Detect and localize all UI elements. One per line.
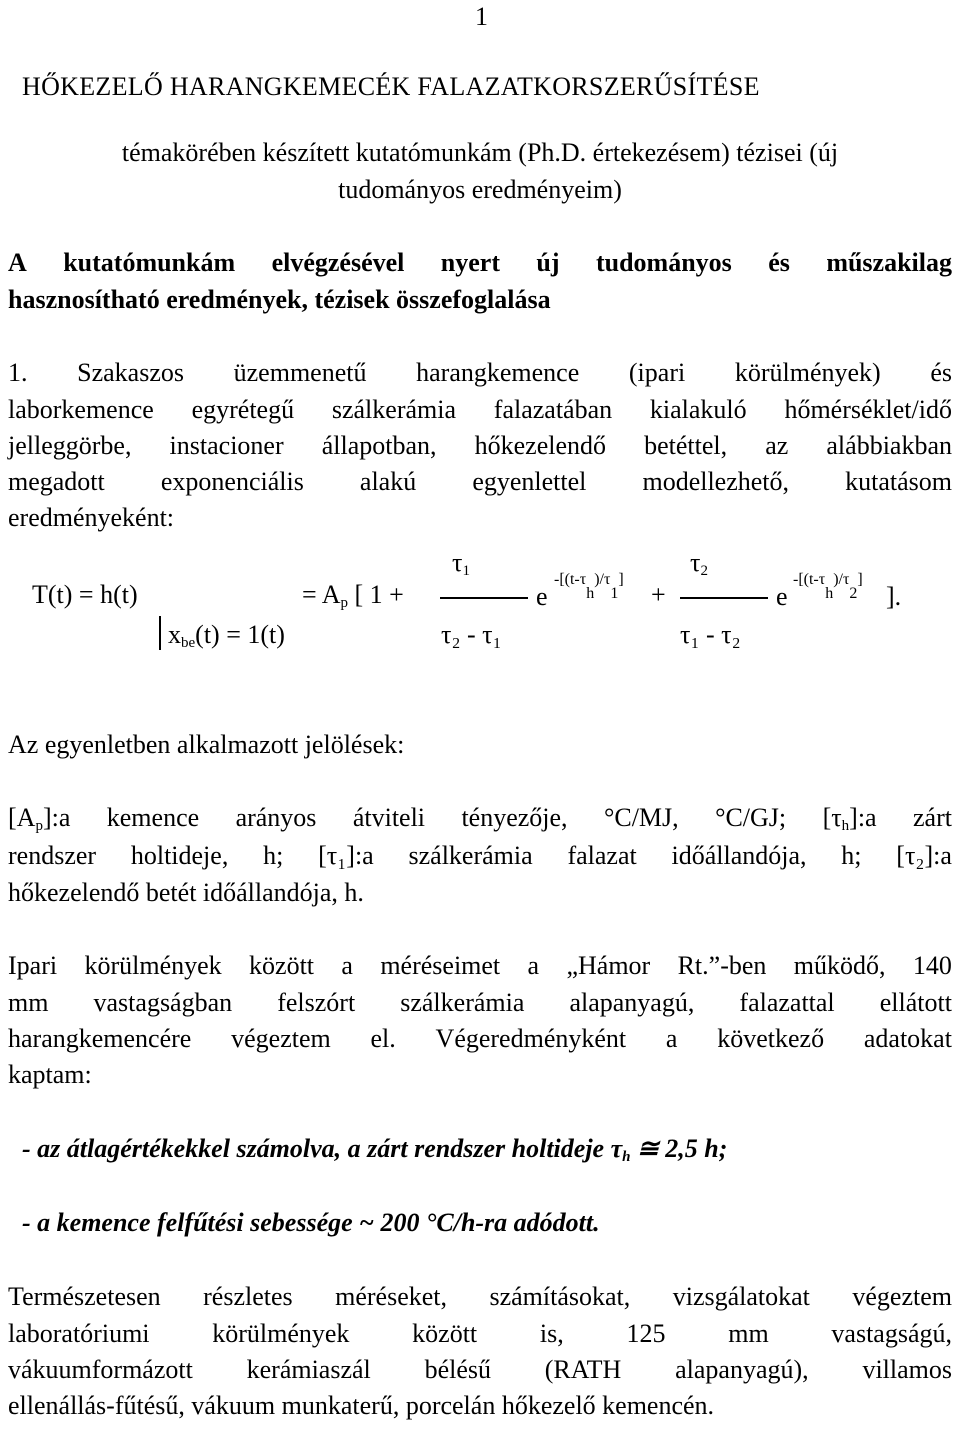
- notation-word: zárt: [913, 803, 952, 832]
- word: állapotban,: [321, 431, 437, 460]
- industrial-line-3: [8, 1026, 952, 1052]
- word: betéttel,: [644, 431, 728, 460]
- industrial-line-2: [8, 990, 952, 1016]
- formula-ap: = $A_p$ [ 1 +: [302, 580, 404, 611]
- word: alábbiakban: [826, 431, 952, 460]
- subtitle-line-1: témakörében készített kutatómunkám (Ph.D. értekezésem) tézisei (új: [121, 138, 839, 167]
- word: végeztem: [231, 1024, 331, 1053]
- word: műszakilag: [826, 248, 952, 277]
- word: 125: [626, 1319, 666, 1348]
- word: Szakaszos: [77, 358, 184, 387]
- word: hőmérséklet/idő: [784, 395, 952, 424]
- formula-lhs: T(t) = h(t): [32, 580, 138, 609]
- formula-numerator-1: $\tau_1$: [452, 548, 470, 579]
- formula-plus: +: [651, 580, 666, 609]
- word: harangkemence: [416, 358, 580, 387]
- word: között: [249, 951, 315, 980]
- notation-word: tényezője,: [461, 803, 568, 832]
- word: kutatómunkám: [63, 248, 236, 277]
- formula-exponent-1: -[(t-τh)/τ1]: [554, 571, 624, 602]
- word: Természetesen: [8, 1282, 161, 1311]
- word: Végeredményként: [435, 1024, 627, 1053]
- formula-exp-1: e: [536, 582, 548, 611]
- word: rendszer: [8, 841, 97, 870]
- lab-line-1: [8, 1284, 952, 1310]
- word: mm: [8, 988, 49, 1017]
- word: számításokat,: [489, 1282, 631, 1311]
- word: mm: [728, 1319, 769, 1348]
- word: kialakuló: [649, 395, 747, 424]
- word: alapanyagú),: [675, 1355, 809, 1384]
- notation-ap: $[A_p]:a$: [8, 803, 71, 834]
- notation-tauh: $[\tau_h]:a$: [822, 803, 877, 834]
- word: is,: [539, 1319, 564, 1348]
- word: és: [930, 358, 952, 387]
- word: A: [8, 248, 27, 277]
- section-heading-line-1: [8, 250, 952, 276]
- word: és: [768, 248, 790, 277]
- fraction-bar-1: [440, 597, 528, 599]
- word: következő: [717, 1024, 825, 1053]
- word: jelleggörbe,: [8, 431, 132, 460]
- industrial-line-1: [8, 953, 952, 979]
- word: egyenlettel: [472, 467, 587, 496]
- word: felszórt: [277, 988, 356, 1017]
- result-deadtime: - az átlagértékekkel számolva, a zárt rendszer holtideje $\tau_h$ ≅ 2,5 h;: [22, 1134, 728, 1165]
- lab-line-2: [8, 1321, 952, 1347]
- word: elvégzésével: [271, 248, 405, 277]
- thesis-line-3: [8, 433, 952, 459]
- lab-line-4: ellenállás-fűtésű, vákuum munkaterű, porcelán hőkezelő kemencén.: [8, 1391, 715, 1420]
- condition-bar: [159, 616, 161, 650]
- word: kutatásom: [845, 467, 952, 496]
- word: 1.: [8, 358, 28, 387]
- word: villamos: [862, 1355, 952, 1384]
- notation-line-2: [8, 843, 952, 869]
- word: instacioner: [169, 431, 284, 460]
- word: alapanyagú,: [569, 988, 695, 1017]
- word: [τ₁]:a: [318, 841, 374, 870]
- word: nyert: [440, 248, 500, 277]
- formula-denominator-1: τ₂ - τ₁: [441, 620, 502, 649]
- formula-denominator-2: τ₁ - τ₂: [680, 620, 741, 649]
- thesis-line-1: [8, 360, 952, 386]
- word: végeztem: [852, 1282, 952, 1311]
- word: falazatában: [493, 395, 613, 424]
- formula-condition: $x_{be}(t) = 1(t)$: [168, 620, 285, 651]
- word: [τ₂]:a: [896, 841, 952, 870]
- word: egyrétegű: [191, 395, 295, 424]
- notation-line-1: [8, 805, 952, 834]
- word: szálkerámia: [400, 988, 525, 1017]
- thesis-line-5: eredményeként:: [8, 503, 175, 532]
- fraction-bar-2: [680, 597, 768, 599]
- word: 140: [912, 951, 952, 980]
- notation-word: °C/MJ,: [603, 803, 679, 832]
- word: szálkerámia: [408, 841, 533, 870]
- word: laborkemence: [8, 395, 154, 424]
- word: harangkemencére: [8, 1024, 192, 1053]
- word: Rt.”-ben: [677, 951, 767, 980]
- word: alakú: [359, 467, 417, 496]
- word: (ipari: [628, 358, 686, 387]
- notation-word: kemence: [106, 803, 200, 832]
- word: vizsgálatokat: [672, 1282, 810, 1311]
- word: holtideje,: [130, 841, 229, 870]
- word: hőkezelendő: [474, 431, 606, 460]
- word: a: [527, 951, 540, 980]
- word: laboratóriumi: [8, 1319, 150, 1348]
- word: tudományos: [595, 248, 732, 277]
- word: a: [665, 1024, 678, 1053]
- word: a: [341, 951, 353, 980]
- word: üzemmenetű: [233, 358, 367, 387]
- word: modellezhető,: [642, 467, 790, 496]
- word: megadott: [8, 467, 105, 496]
- word: h;: [263, 841, 284, 870]
- word: h;: [841, 841, 862, 870]
- word: működő,: [793, 951, 886, 980]
- word: bélésű: [424, 1355, 491, 1384]
- section-heading-line-2: hasznosítható eredmények, tézisek összefoglalása: [8, 285, 551, 314]
- thesis-line-2: [8, 397, 952, 423]
- notation-word: átviteli: [352, 803, 426, 832]
- word: körülmények): [734, 358, 881, 387]
- word: falazattal: [739, 988, 835, 1017]
- word: „Hámor: [566, 951, 651, 980]
- formula-end: ].: [886, 582, 902, 611]
- word: az: [765, 431, 789, 460]
- formula-numerator-2: $\tau_2$: [690, 548, 708, 579]
- word: időállandója,: [671, 841, 807, 870]
- word: vastagságban: [93, 988, 233, 1017]
- word: vákuumformázott: [8, 1355, 193, 1384]
- thesis-line-4: [8, 469, 952, 495]
- notation-intro: Az egyenletben alkalmazott jelölések:: [8, 730, 405, 759]
- word: körülmények: [84, 951, 222, 980]
- word: vastagságú,: [831, 1319, 952, 1348]
- word: új: [536, 248, 560, 277]
- word: kerámiaszál: [246, 1355, 371, 1384]
- word: adatokat: [863, 1024, 952, 1053]
- result-heating-rate: - a kemence felfűtési sebessége ~ 200 °C/h-ra adódott.: [22, 1208, 600, 1237]
- notation-line-3: hőkezelendő betét időállandója, h.: [8, 878, 364, 907]
- word: ellátott: [879, 988, 952, 1017]
- page-title: HŐKEZELŐ HARANGKEMECÉK FALAZATKORSZERŰSÍTÉSE: [22, 72, 760, 101]
- word: méréseket,: [335, 1282, 447, 1311]
- word: szálkerámia: [331, 395, 457, 424]
- word: falazat: [567, 841, 637, 870]
- word: el.: [370, 1024, 396, 1053]
- formula-exponent-2: -[(t-τh)/τ2]: [793, 571, 863, 602]
- word: között: [412, 1319, 478, 1348]
- word: méréseimet: [380, 951, 501, 980]
- lab-line-3: [8, 1357, 952, 1383]
- industrial-line-4: kaptam:: [8, 1060, 92, 1089]
- word: körülmények: [212, 1319, 350, 1348]
- word: (RATH: [544, 1355, 622, 1384]
- notation-word: °C/GJ;: [715, 803, 787, 832]
- formula-exp-2: e: [776, 582, 788, 611]
- notation-word: arányos: [235, 803, 317, 832]
- word: részletes: [203, 1282, 293, 1311]
- word: Ipari: [8, 951, 58, 980]
- word: exponenciális: [160, 467, 304, 496]
- subtitle-line-2: tudományos eredményeim): [338, 175, 622, 204]
- page-number: 1: [475, 2, 488, 31]
